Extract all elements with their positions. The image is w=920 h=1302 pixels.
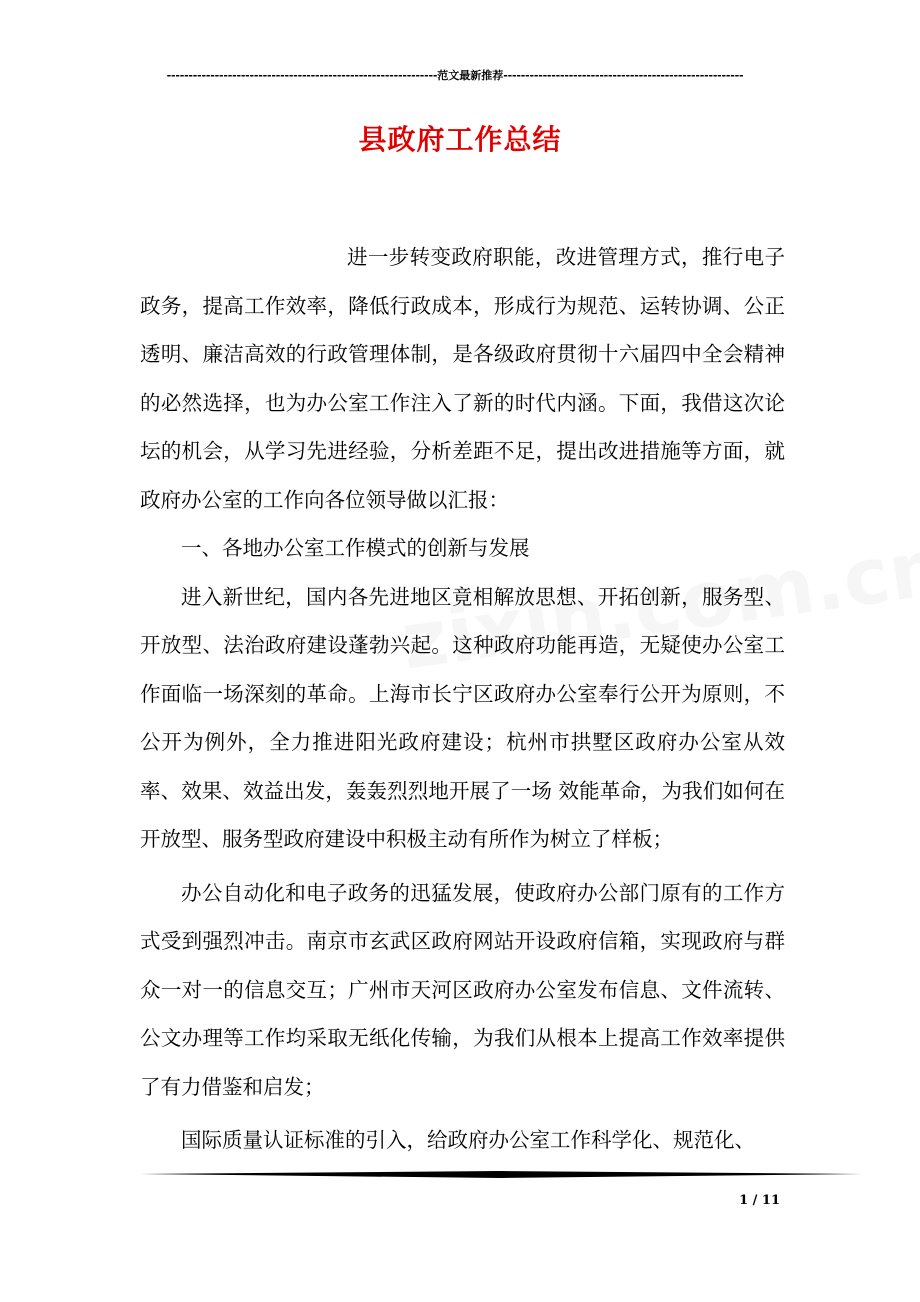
page-number: 1 / 11 [739, 1193, 780, 1208]
header-label: 范文最新推荐 [437, 69, 504, 82]
footer-rule [140, 1168, 862, 1182]
section-heading: 一、各地办公室工作模式的创新与发展 [181, 536, 530, 560]
document-title: 县政府工作总结 [358, 123, 562, 156]
paragraph-new-century: 进入新世纪，国内各先进地区竟相解放思想、开拓创新，服务型、开放型、法治政府建设蓬勃兴起。这种政府功能再造，无疑使办公室工作面临一场深刻的革命。上海市长宁区政府办公室奉行公开为原则，不公开为例外，全力推进阳光政府建设；杭州市拱墅区政府办公室从效率、效果、效益出发，轰轰烈烈地开展了一场 效能革命，为我们如何在开放型、服务型政府建设中积极主动有所作为树立了样板； [140, 584, 785, 851]
document-body [140, 233, 785, 1165]
header-dashes-right: ------------------------------------------------------- [503, 69, 744, 82]
paragraph-office-automation: 办公自动化和电子政务的迅猛发展，使政府办公部门原有的工作方式受到强烈冲击。南京市玄武区政府网站开设政府信箱，实现政府与群众一对一的信息交互；广州市天河区政府办公室发布信息、文件流转、公文办理等工作均采取无纸化传输，为我们从根本上提高工作效率提供了有力借鉴和启发； [140, 880, 785, 1099]
paragraph-intro: 进一步转变政府职能，改进管理方式，推行电子政务，提高工作效率，降低行政成本，形成行为规范、运转协调、公正透明、廉洁高效的行政管理体制，是各级政府贯彻十六届四中全会精神的必然选择，也为办公室工作注入了新的时代内涵。下面，我借这次论坛的机会，从学习先进经验，分析差距不足，提出改进措施等方面，就政府办公室的工作向各位领导做以汇报： [140, 245, 785, 512]
paragraph-quality-standards: 国际质量认证标准的引入，给政府办公室工作科学化、规范化、 [181, 1128, 755, 1152]
header-dashes-left: -------------------------------------------------------------- [166, 69, 438, 82]
page-header [140, 66, 770, 86]
